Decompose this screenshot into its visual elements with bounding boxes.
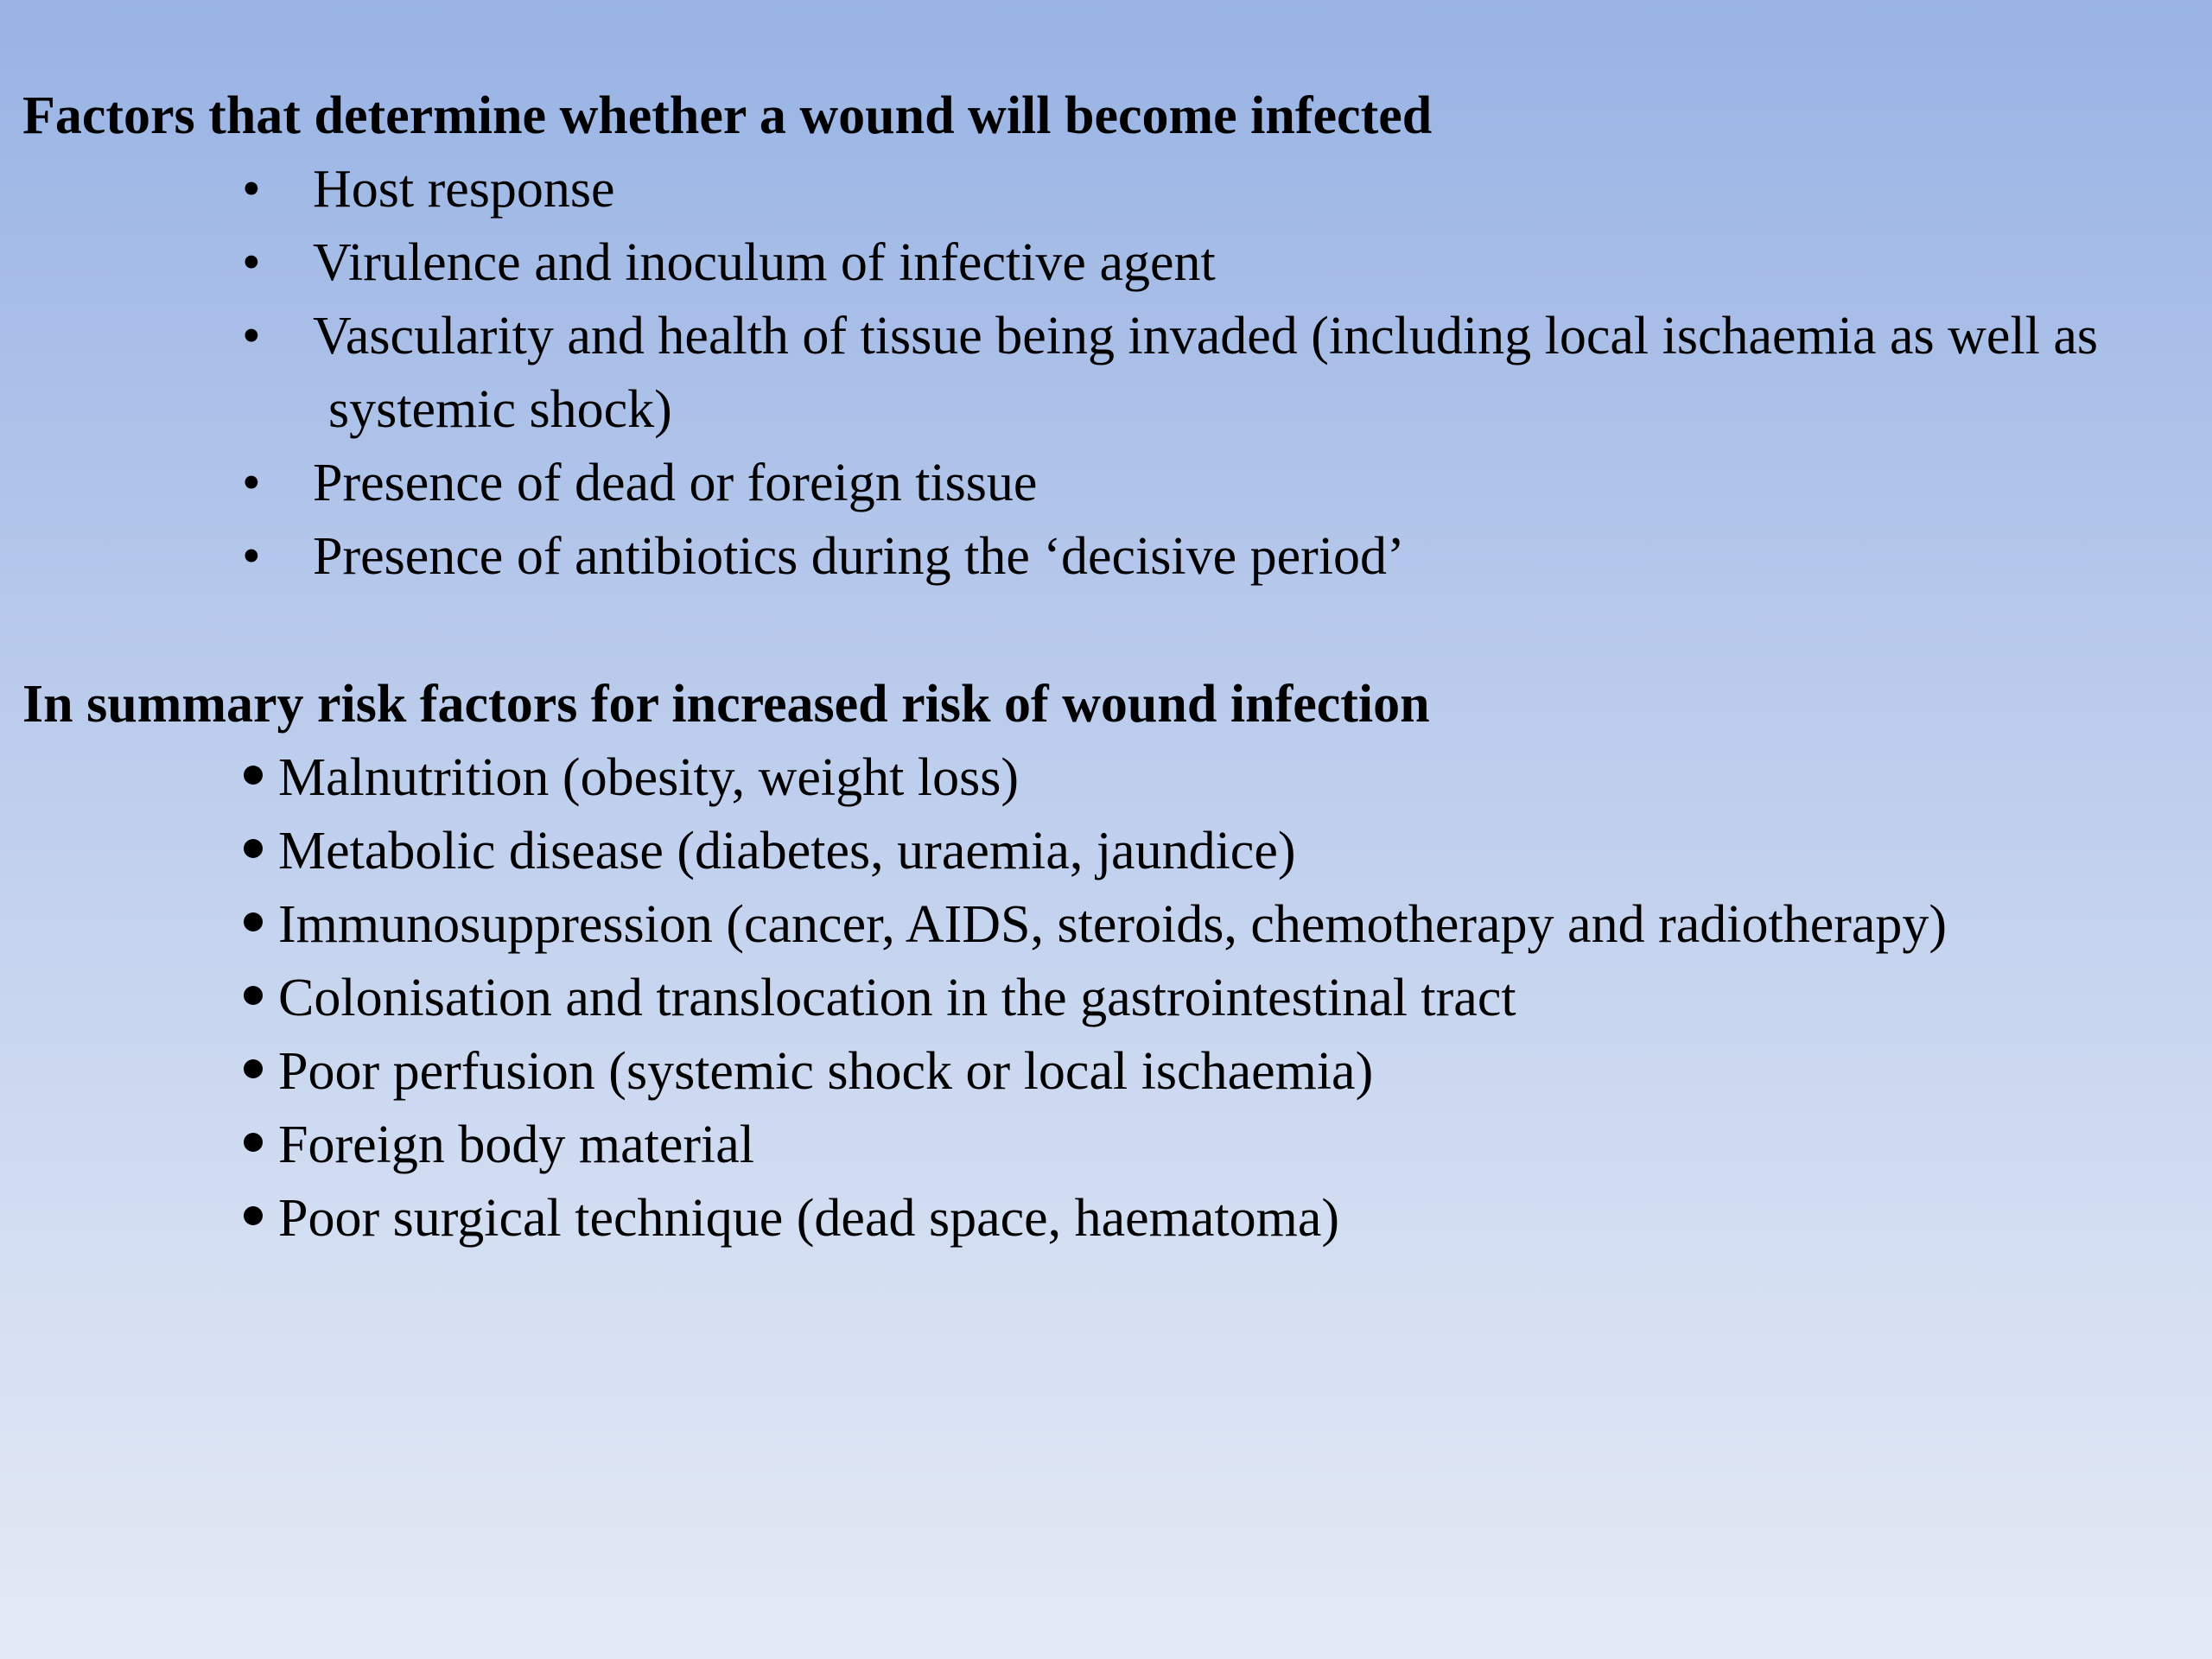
section2-heading: In summary risk factors for increased risk of wound infection [22,675,1430,734]
list-item [244,888,2179,962]
list-item [244,741,2179,815]
bullet-dot-icon [244,986,263,1005]
bullet-dot-icon [244,1133,263,1152]
bullet-dot-icon [244,912,263,931]
section2-list [244,741,2179,1255]
bullet-dot-icon [244,1059,263,1078]
list-item-text: Foreign body material [278,1116,754,1174]
list-item [244,962,2179,1035]
list-item-text: Colonisation and translocation in the gastrointestinal tract [278,969,1516,1027]
list-item [242,520,2195,594]
list-item-text: Poor perfusion (systemic shock or local ischaemia) [278,1042,1374,1101]
bullet-icon: • [242,454,261,512]
list-item [242,447,2195,520]
list-item [244,1035,2179,1109]
bullet-icon: • [242,160,261,219]
list-item-text: Poor surgical technique (dead space, haematoma) [278,1189,1340,1248]
bullet-icon: • [242,233,261,292]
bullet-dot-icon [244,766,263,785]
section1-list [242,153,2195,594]
list-item-text: Vascularity and health of tissue being invaded (including local ischaemia as well as systemic shock) [313,307,2099,439]
list-item [242,153,2195,226]
list-item-text: Host response [313,160,615,219]
list-item-text: Presence of antibiotics during the ‘decisive period’ [313,527,1405,586]
list-item-text: Virulence and inoculum of infective agent [313,233,1216,292]
list-item-text: Immunosuppression (cancer, AIDS, steroids, chemotherapy and radiotherapy) [278,895,1948,954]
bullet-dot-icon [244,1206,263,1225]
list-item-text: Metabolic disease (diabetes, uraemia, jaundice) [278,822,1296,880]
bullet-dot-icon [244,839,263,858]
bullet-icon: • [242,307,261,365]
list-item-text: Presence of dead or foreign tissue [313,454,1038,512]
section1-heading: Factors that determine whether a wound will become infected [22,86,1433,145]
list-item [242,226,2195,300]
bullet-icon: • [242,527,261,586]
list-item [244,1109,2179,1182]
list-item [244,1182,2179,1255]
list-item [242,300,2195,447]
list-item-text: Malnutrition (obesity, weight loss) [278,748,1020,807]
list-item [244,815,2179,888]
